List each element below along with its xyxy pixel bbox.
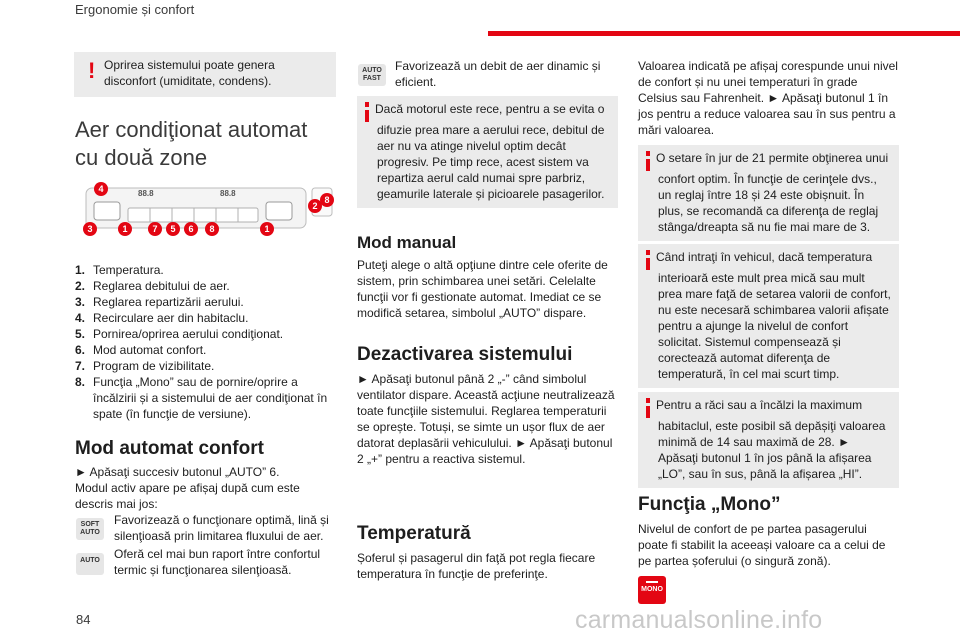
info-icon (646, 151, 650, 171)
list-item: 2. Reglarea debitului de aer. (75, 279, 230, 293)
list-item: 5. Pornirea/oprirea aerului condiţionat. (75, 327, 284, 341)
list-item: 3. Reglarea repartizării aerului. (75, 295, 244, 309)
info-icon (646, 250, 650, 270)
panel-display-right: 88.8 (220, 189, 236, 198)
info-icon (365, 102, 369, 122)
callout-3: 3 (83, 222, 97, 236)
callout-6: 6 (184, 222, 198, 236)
deactivation-text: ► Apăsaţi butonul până 2 „-” când simbolul ventilator dispare. Această acţiune neutralizează toate funcţiile sistemului. Reglarea temperaturii se oprește. Totuși, se simte un ușor flux de aer datorat deplasării vehiculului. ► Apăsaţi butonul 2 „+” pentru a reactiva sistemul. (357, 372, 615, 466)
callout-8-side: 8 (320, 193, 334, 207)
cold-engine-info-box (357, 96, 618, 208)
max-temperature-info-box (638, 392, 899, 488)
section-title: Aer condiţionat automat cu două zone (75, 117, 308, 170)
warning-icon: ! (88, 58, 96, 83)
manual-mode-title: Mod manual (357, 233, 457, 252)
callout-2: 2 (308, 199, 322, 213)
panel-display-left: 88.8 (138, 189, 154, 198)
auto-comfort-description: Modul activ apare pe afișaj după cum este descris mai jos: (75, 481, 300, 511)
mono-icon: MONO (638, 576, 666, 604)
auto-comfort-instruction: ► Apăsaţi succesiv butonul „AUTO” 6. (75, 465, 280, 479)
callout-1-right: 1 (260, 222, 274, 236)
manual-mode-text: Puteţi alege o altă opţiune dintre cele oferite de sistem, prin schimbarea unei setări. Celelalte funcţii vor fi gestionate automat. Imediat ce se modifică setarea, simbolul „AUTO” dispare. (357, 258, 608, 320)
header-title: Ergonomie și confort (75, 2, 195, 17)
warning-box (74, 52, 336, 97)
callout-7: 7 (148, 222, 162, 236)
auto-text: Oferă cel mai bun raport între confortul termic și funcţionarea silenţioasă. (114, 547, 321, 577)
list-item: 8. Funcţia „Mono” sau de pornire/oprire a încălzirii și a sistemului de aer condiţionat în spate (în funcţie de versiune). (75, 375, 328, 421)
callout-8-bottom: 8 (205, 222, 219, 236)
list-item: 6. Mod automat confort. (75, 343, 207, 357)
watermark: carmanualsonline.info (575, 606, 823, 634)
callout-4: 4 (94, 182, 108, 196)
auto-icon: AUTO (76, 553, 104, 575)
header-accent-bar (488, 31, 960, 36)
entering-vehicle-info-box (638, 244, 899, 388)
temperature-text: Șoferul și pasagerul din faţă pot regla fiecare temperatura în funcţie de preferinţe. (357, 551, 596, 581)
max-temperature-info-text: Pentru a răci sau a încălzi la maximum habitaclul, este posibil să depășiţi valoarea minimă de 14 sau maximă de 28. ► Apăsaţi butonul 1 în jos până la afișarea „LO”, sau în sus, până la afișarea „HI”. (656, 398, 886, 481)
auto-fast-icon: AUTO FAST (358, 64, 386, 86)
mono-text: Nivelul de confort de pe partea pasagerului poate fi stabilit la aceeași valoare ca a celui de pe partea șoferului (o singură zonă). (638, 522, 886, 568)
value-description-text: Valoarea indicată pe afișaj corespunde unui nivel de confort și nu unei temperaturi în grade Celsius sau Fahrenheit. ► Apăsaţi butonul 1 în jos pentru a reduce valoarea sau în sus pentru a mări valoarea. (638, 59, 898, 137)
page-number: 84 (76, 612, 91, 627)
auto-fast-text: Favorizează un debit de aer dinamic și eficient. (395, 59, 601, 89)
warning-text: Oprirea sistemului poate genera disconfort (umiditate, condens). (104, 58, 275, 88)
list-item: 1. Temperatura. (75, 263, 164, 277)
temperature-title: Temperatură (357, 523, 471, 544)
auto-comfort-title: Mod automat confort (75, 438, 264, 459)
soft-auto-text: Favorizează o funcţionare optimă, lină și silenţioasă prin limitarea fluxului de aer. (114, 513, 329, 543)
deactivation-title: Dezactivarea sistemului (357, 344, 573, 365)
entering-vehicle-info-text: Când intraţi în vehicul, dacă temperatura interioară este mult prea mică sau mult prea mare faţă de setarea valorii de confort, nu este necesară schimbarea valorii afișate pentru a ajunge la nivelul de confort solicitat. Sistemul compensează și corectează automat diferenţa de temperatură, în cel mai scurt timp. (656, 250, 891, 381)
legend-list (75, 262, 337, 422)
callout-1-left: 1 (118, 222, 132, 236)
setting-21-info-text: O setare în jur de 21 permite obţinerea unui confort optim. În funcţie de cerinţele dvs., un reglaj între 18 și 24 este obișnuit. În plus, se recomandă ca diferenţa de reglaj stânga/dreapta să nu fie mai mare de 3. (656, 151, 889, 234)
cold-engine-info-text: Dacă motorul este rece, pentru a se evita o difuzie prea mare a aerului rece, debitul de aer nu va atinge nivelul optim decât progresiv. Pe timp rece, acest sistem va repartiza aerul cald numai spre parbriz, geamurile laterale și picioarele pasagerilor. (375, 102, 605, 201)
info-icon (646, 398, 650, 418)
list-item: 7. Program de vizibilitate. (75, 359, 215, 373)
callout-5: 5 (166, 222, 180, 236)
soft-auto-icon: SOFT AUTO (76, 518, 104, 540)
mono-title: Funcţia „Mono” (638, 494, 781, 515)
setting-21-info-box (638, 145, 899, 241)
list-item: 4. Recirculare aer din habitaclu. (75, 311, 249, 325)
